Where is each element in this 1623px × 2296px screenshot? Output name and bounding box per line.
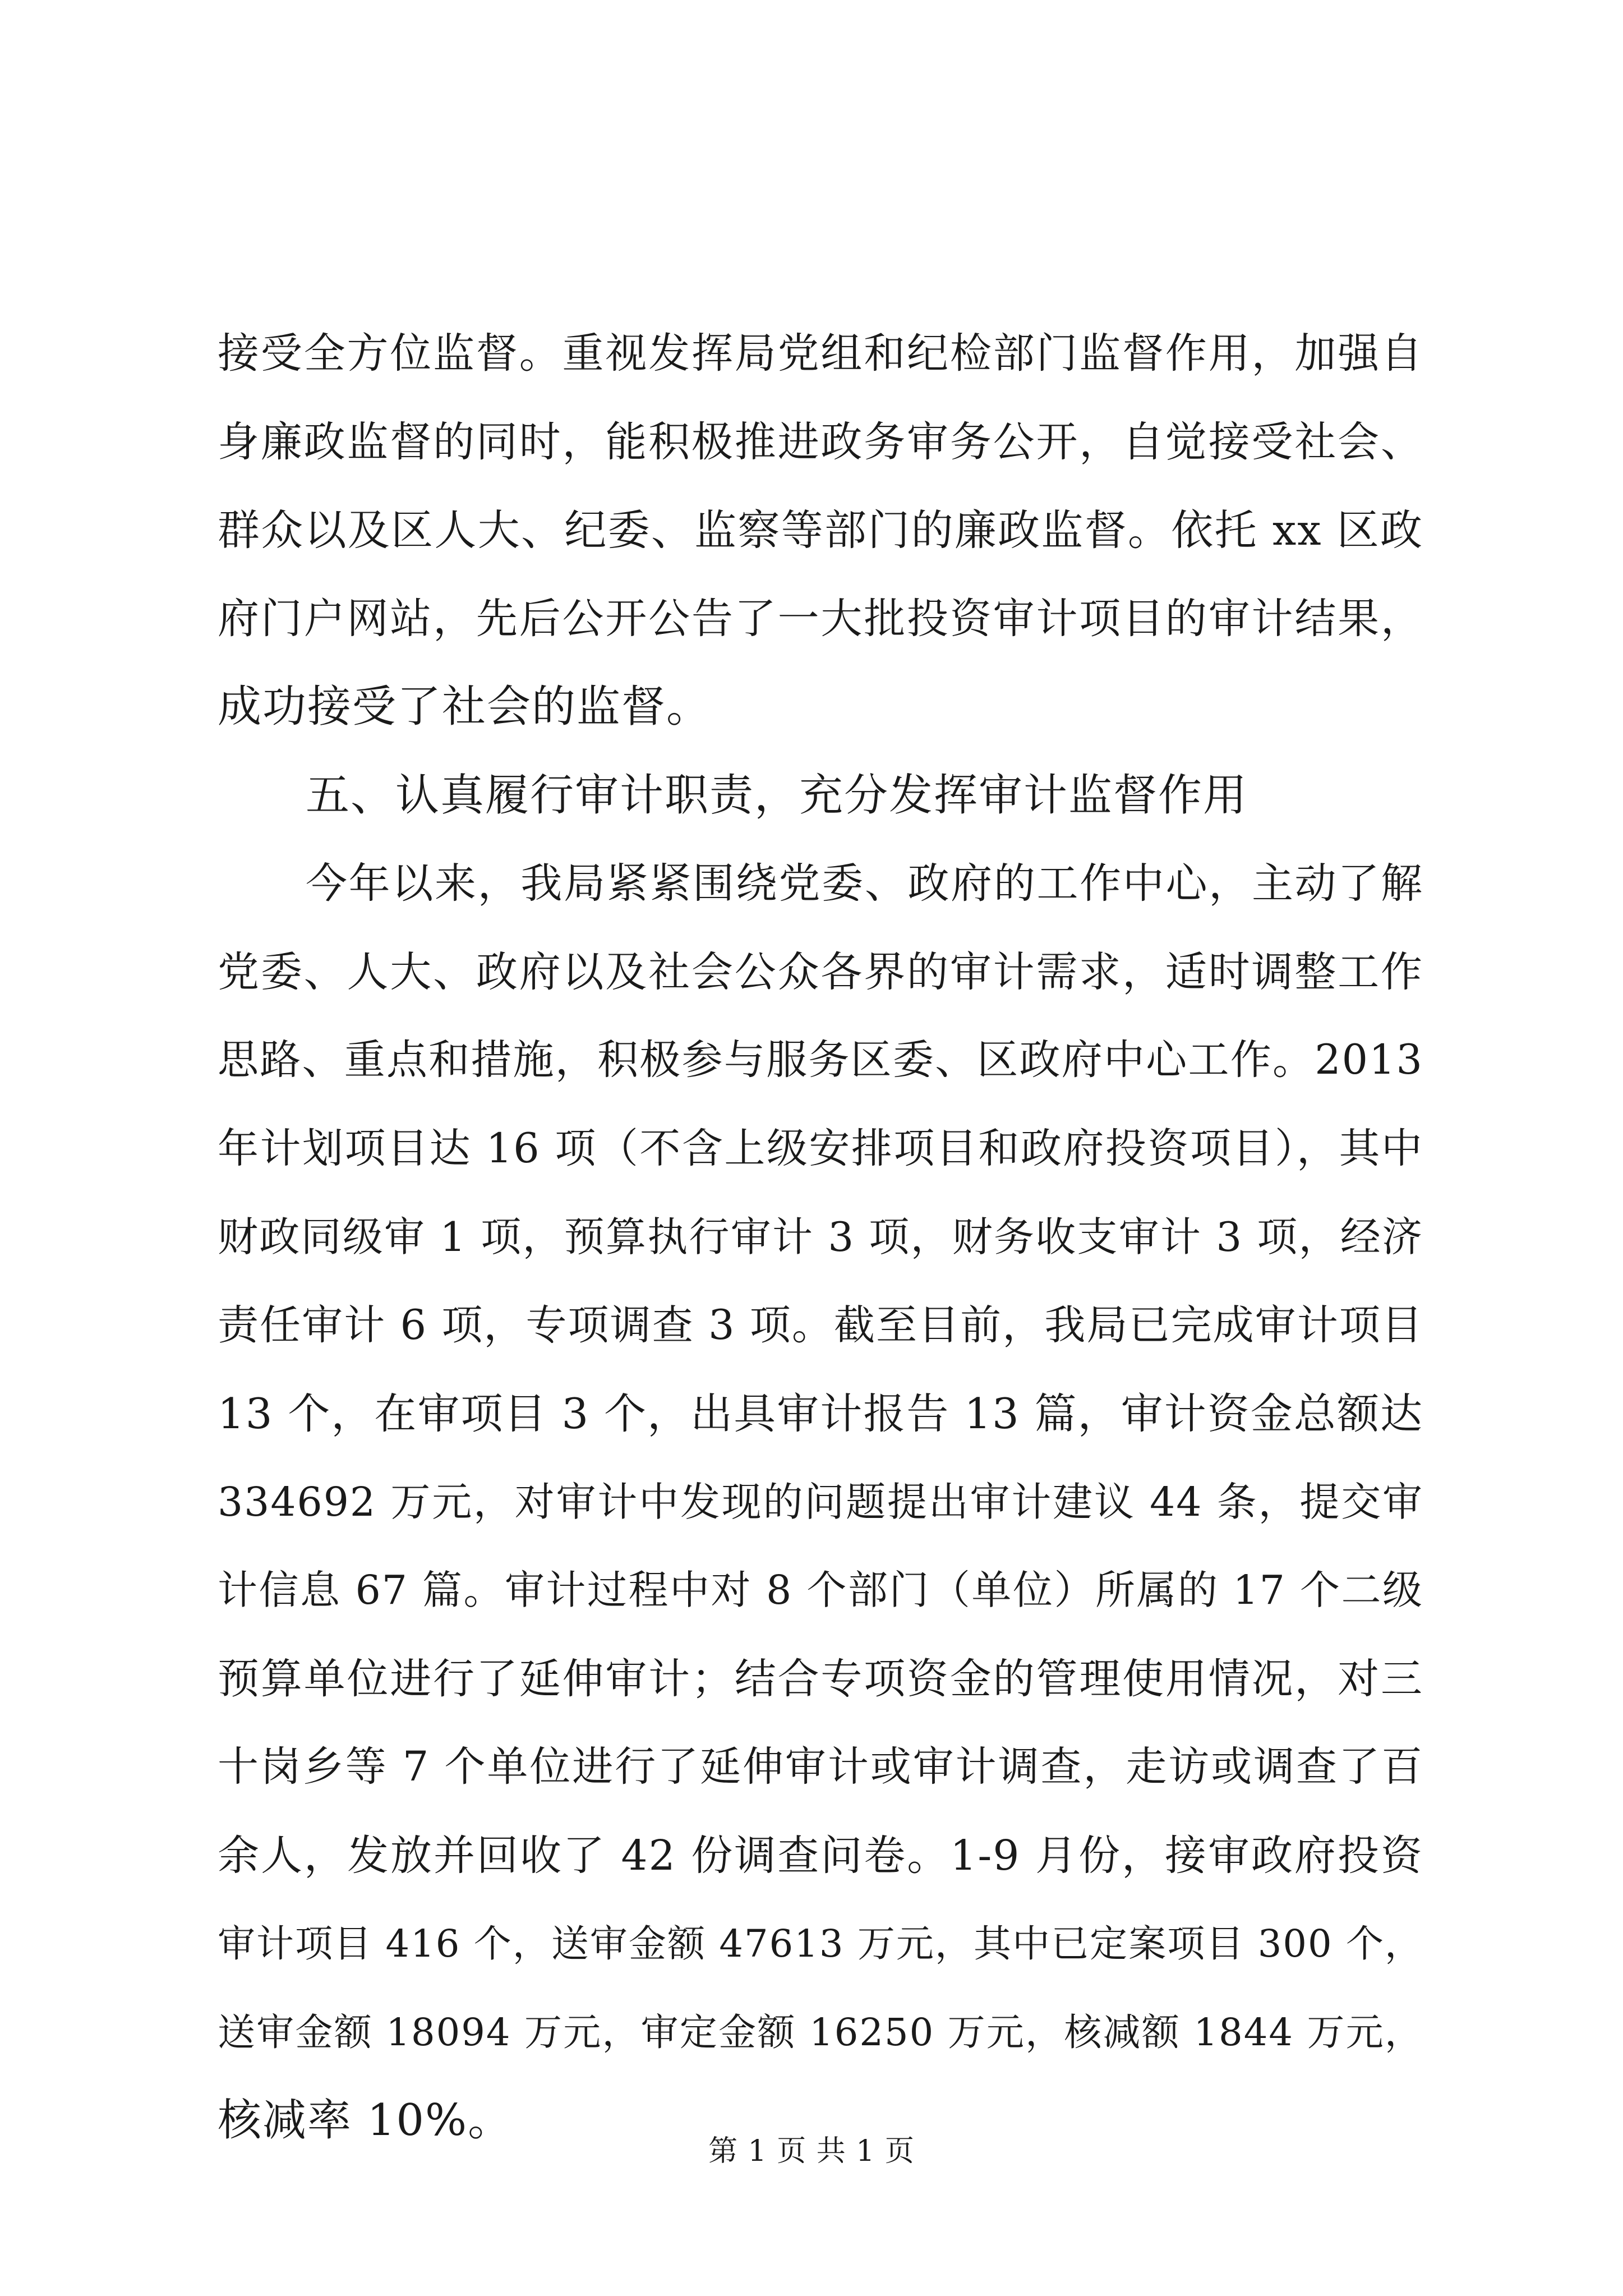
body-line-16: 预算单位进行了延伸审计；结合专项资金的管理使用情况，对三 bbox=[218, 1655, 1423, 1703]
body-line-13: 13 个，在审项目 3 个，出具审计报告 13 篇，审计资金总额达 bbox=[218, 1389, 1423, 1438]
body-line-4: 府门户网站，先后公开公告了一大批投资审计项目的审计结果， bbox=[218, 595, 1423, 643]
body-line-20: 送审金额 18094 万元，审定金额 16250 万元，核减额 1844 万元， bbox=[218, 2010, 1423, 2054]
body-line-10: 年计划项目达 16 项（不含上级安排项目和政府投资项目），其中 bbox=[218, 1125, 1423, 1172]
body-line-19: 审计项目 416 个，送审金额 47613 万元，其中已定案项目 300 个， bbox=[218, 1922, 1423, 1966]
body-line-5: 成功接受了社会的监督。 bbox=[218, 682, 712, 732]
body-line-21: 核减率 10%。 bbox=[218, 2095, 513, 2146]
body-line-18: 余人，发放并回收了 42 份调查问卷。1-9 月份，接审政府投资 bbox=[218, 1832, 1423, 1880]
body-line-3: 群众以及区人大、纪委、监察等部门的廉政监督。依托 xx 区政 bbox=[218, 505, 1423, 555]
body-line-17: 十岗乡等 7 个单位进行了延伸审计或审计调查，走访或调查了百 bbox=[218, 1743, 1423, 1791]
body-line-1: 接受全方位监督。重视发挥局党组和纪检部门监督作用，加强自 bbox=[218, 329, 1423, 378]
body-line-2: 身廉政监督的同时，能积极推进政务审务公开，自觉接受社会、 bbox=[218, 418, 1423, 466]
body-line-7: 今年以来，我局紧紧围绕党委、政府的工作中心，主动了解 bbox=[306, 859, 1423, 908]
page-footer: 第 1 页 共 1 页 bbox=[708, 2134, 915, 2168]
body-line-14: 334692 万元，对审计中发现的问题提出审计建议 44 条，提交审 bbox=[218, 1479, 1423, 1525]
body-line-11: 财政同级审 1 项，预算执行审计 3 项，财务收支审计 3 项，经济 bbox=[218, 1213, 1423, 1260]
body-line-12: 责任审计 6 项，专项调查 3 项。截至目前，我局已完成审计项目 bbox=[218, 1301, 1423, 1349]
body-line-15: 计信息 67 篇。审计过程中对 8 个部门（单位）所属的 17 个二级 bbox=[218, 1567, 1423, 1613]
body-line-8: 党委、人大、政府以及社会公众各界的审计需求，适时调整工作 bbox=[218, 948, 1423, 996]
body-line-9: 思路、重点和措施，积极参与服务区委、区政府中心工作。2013 bbox=[218, 1036, 1423, 1084]
section-heading: 五、认真履行审计职责，充分发挥审计监督作用 bbox=[306, 770, 1248, 821]
